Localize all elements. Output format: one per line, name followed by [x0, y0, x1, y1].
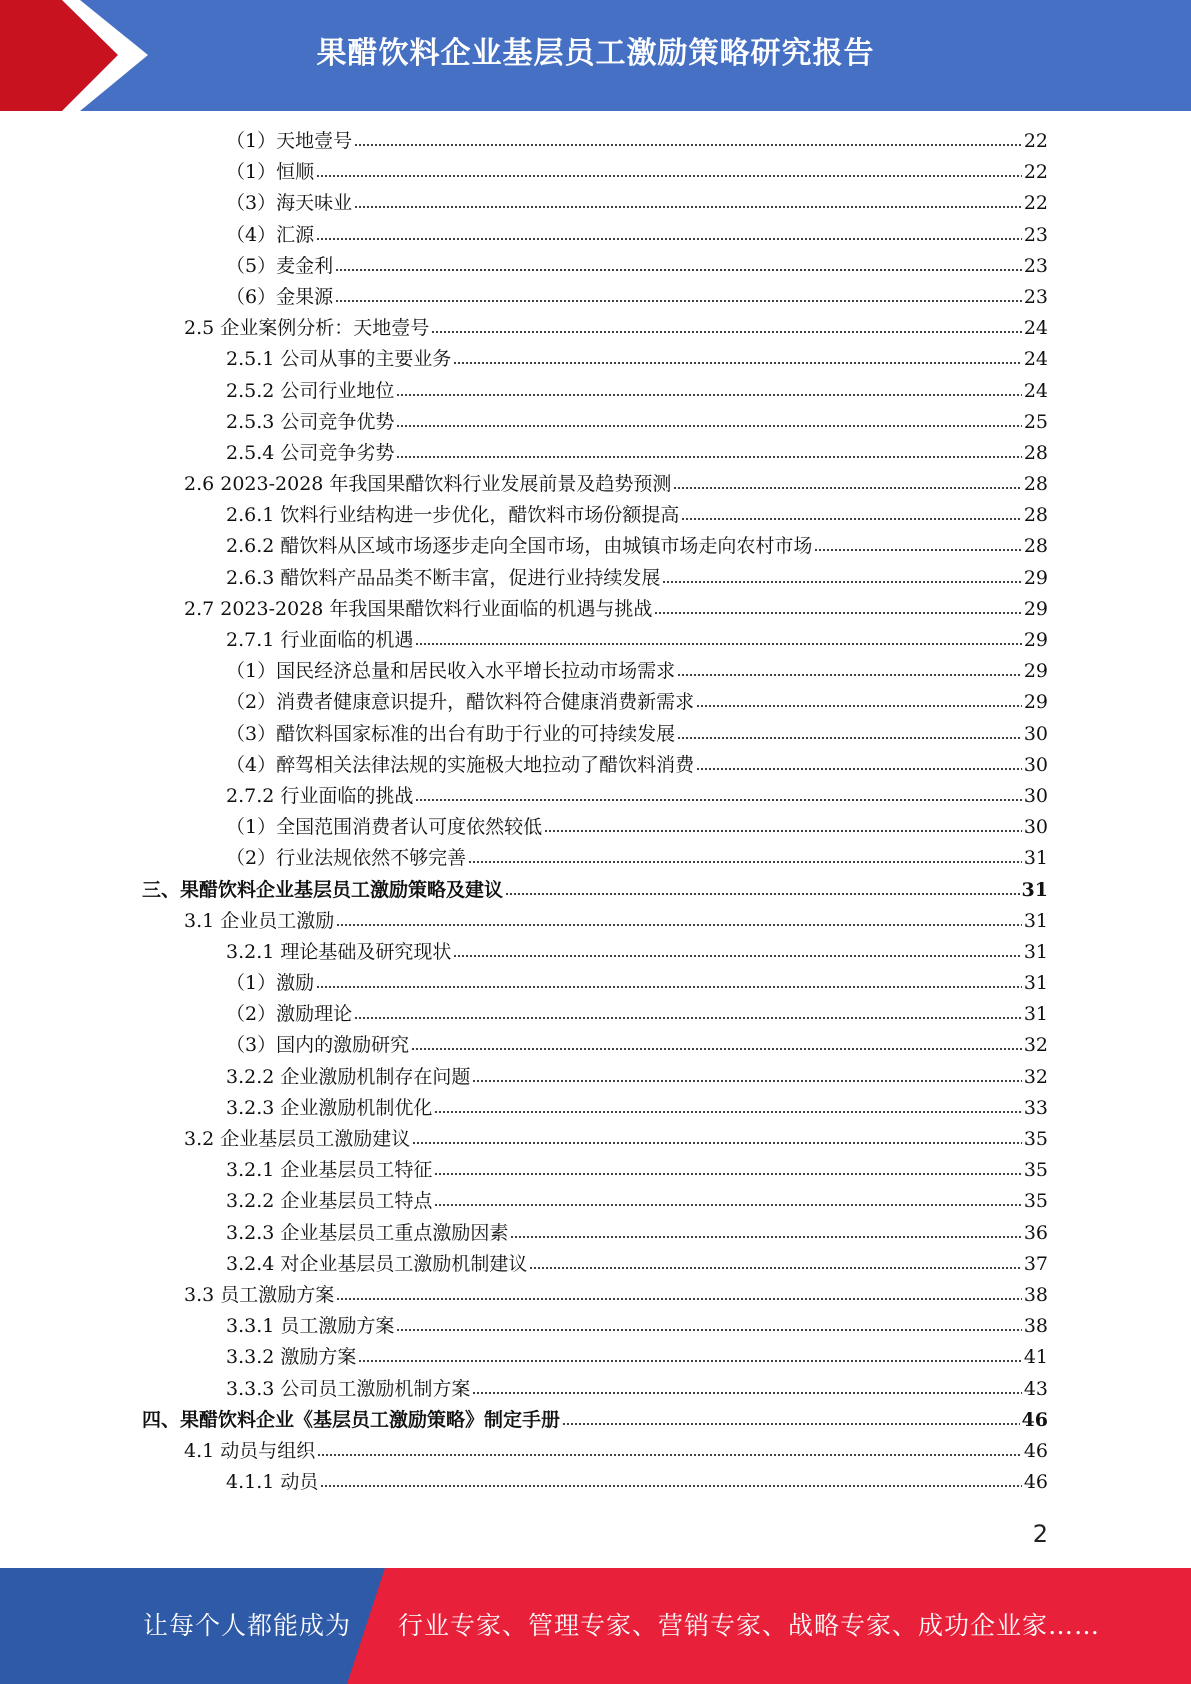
toc-entry[interactable]: [0, 1093, 1191, 1124]
toc-entry-page: 28: [1023, 504, 1048, 527]
toc-dot-leader: [544, 816, 1022, 833]
toc-entry[interactable]: [0, 376, 1191, 407]
toc-entry-page: 28: [1023, 535, 1048, 558]
toc-entry-title: 3.2.3 企业激励机制优化: [226, 1096, 433, 1119]
toc-dot-leader: [335, 286, 1022, 303]
toc-entry-title: 2.5.4 公司竞争劣势: [226, 441, 395, 464]
toc-dot-leader: [396, 442, 1021, 459]
toc-dot-leader: [320, 1471, 1021, 1488]
toc-dot-leader: [358, 1346, 1021, 1363]
toc-entry[interactable]: [0, 875, 1191, 906]
toc-dot-leader: [354, 192, 1022, 209]
toc-entry-title: （1）国民经济总量和居民收入水平增长拉动市场需求: [226, 660, 676, 683]
toc-entry[interactable]: [0, 1374, 1191, 1405]
toc-entry[interactable]: [0, 968, 1191, 999]
toc-entry[interactable]: [0, 906, 1191, 937]
toc-entry[interactable]: [0, 812, 1191, 843]
toc-dot-leader: [415, 785, 1021, 802]
toc-entry-title: 3.2.2 企业激励机制存在问题: [226, 1065, 471, 1088]
toc-entry[interactable]: [0, 188, 1191, 219]
toc-entry-page: 35: [1023, 1190, 1048, 1213]
toc-entry-page: 46: [1021, 1408, 1048, 1431]
page-number: 2: [1032, 1520, 1048, 1548]
toc-entry-page: 36: [1023, 1221, 1048, 1244]
toc-dot-leader: [654, 598, 1021, 615]
toc-dot-leader: [696, 691, 1022, 708]
toc-entry-page: 31: [1023, 972, 1048, 995]
toc-entry-title: 3.2.4 对企业基层员工激励机制建议: [226, 1252, 528, 1275]
toc-entry-page: 38: [1023, 1283, 1048, 1306]
toc-entry-page: 37: [1023, 1252, 1048, 1275]
toc-dot-leader: [434, 1159, 1021, 1176]
toc-dot-leader: [316, 223, 1022, 240]
toc-entry[interactable]: [0, 1311, 1191, 1342]
toc-entry-page: 46: [1023, 1471, 1048, 1494]
toc-entry-title: 3.2 企业基层员工激励建议: [184, 1128, 411, 1150]
toc-entry-page: 31: [1023, 847, 1048, 870]
toc-entry-title: （1）激励: [226, 972, 315, 995]
toc-entry-title: （5）麦金利: [226, 254, 334, 277]
toc-entry-page: 28: [1023, 473, 1048, 496]
toc-entry[interactable]: [0, 1436, 1191, 1467]
toc-dot-leader: [453, 348, 1021, 365]
toc-entry[interactable]: [0, 251, 1191, 282]
toc-entry[interactable]: [0, 1062, 1191, 1093]
toc-entry-title: （3）海天味业: [226, 192, 353, 215]
toc-dot-leader: [415, 629, 1021, 646]
toc-entry[interactable]: [0, 344, 1191, 375]
toc-entry-title: 3.2.1 企业基层员工特征: [226, 1159, 433, 1182]
toc-entry-title: （2）激励理论: [226, 1003, 353, 1026]
toc-dot-leader: [431, 317, 1022, 334]
toc-entry-page: 35: [1023, 1128, 1048, 1150]
toc-entry-page: 31: [1023, 940, 1048, 963]
toc-entry-page: 24: [1023, 317, 1048, 340]
toc-entry[interactable]: [0, 1249, 1191, 1280]
toc-entry-title: 2.5.1 公司从事的主要业务: [226, 348, 452, 371]
toc-entry[interactable]: [0, 625, 1191, 656]
toc-entry-page: 41: [1023, 1346, 1048, 1369]
toc-entry-title: 4.1 动员与组织: [184, 1439, 316, 1462]
toc-entry-title: （2）行业法规依然不够完善: [226, 847, 467, 870]
toc-entry-page: 31: [1023, 909, 1048, 932]
toc-entry-title: 4.1.1 动员: [226, 1471, 319, 1494]
toc-entry[interactable]: [0, 1155, 1191, 1186]
toc-dot-leader: [696, 754, 1022, 771]
toc-dot-leader: [677, 722, 1022, 739]
toc-entry-title: 2.7.1 行业面临的机遇: [226, 629, 414, 651]
toc-entry-title: 3.3.3 公司员工激励机制方案: [226, 1377, 471, 1400]
table-of-contents: [0, 126, 1191, 1498]
toc-entry-title: （3）国内的激励研究: [226, 1034, 410, 1057]
toc-entry-title: （3）醋饮料国家标准的出台有助于行业的可持续发展: [226, 722, 676, 745]
toc-dot-leader: [316, 161, 1022, 178]
toc-entry[interactable]: [0, 531, 1191, 562]
toc-dot-leader: [472, 1066, 1021, 1083]
toc-entry[interactable]: [0, 126, 1191, 157]
report-title: 果醋饮料企业基层员工激励策略研究报告: [316, 36, 875, 71]
toc-entry-title: （6）金果源: [226, 285, 334, 308]
toc-dot-leader: [396, 411, 1021, 428]
toc-entry[interactable]: [0, 1218, 1191, 1249]
toc-entry-page: 23: [1023, 223, 1048, 246]
footer-slogan-left: 让每个人都能成为: [143, 1611, 352, 1640]
toc-entry[interactable]: [0, 313, 1191, 344]
toc-entry[interactable]: [0, 1030, 1191, 1061]
toc-entry-title: （4）醉驾相关法律法规的实施极大地拉动了醋饮料消费: [226, 753, 695, 776]
toc-entry-title: 3.1 企业员工激励: [184, 909, 335, 932]
toc-entry-page: 31: [1021, 878, 1048, 901]
toc-entry-title: 3.2.2 企业基层员工特点: [226, 1190, 433, 1213]
toc-dot-leader: [662, 567, 1021, 584]
toc-dot-leader: [681, 504, 1021, 521]
toc-dot-leader: [411, 1034, 1022, 1051]
toc-dot-leader: [510, 1221, 1021, 1238]
toc-entry-page: 29: [1023, 691, 1048, 714]
toc-entry[interactable]: [0, 438, 1191, 469]
toc-dot-leader: [354, 130, 1022, 147]
toc-entry[interactable]: [0, 407, 1191, 438]
toc-entry-title: 2.6.2 醋饮料从区域市场逐步走向全国市场，由城镇市场走向农村市场: [226, 535, 813, 558]
toc-entry-title: 2.5 企业案例分析：天地壹号: [184, 317, 430, 340]
toc-entry-page: 46: [1023, 1439, 1048, 1462]
toc-entry-page: 28: [1023, 441, 1048, 464]
toc-entry-page: 22: [1023, 192, 1048, 215]
toc-entry-page: 25: [1023, 410, 1048, 433]
toc-dot-leader: [396, 1315, 1021, 1332]
toc-dot-leader: [335, 255, 1022, 272]
toc-dot-leader: [505, 878, 1020, 895]
toc-entry-page: 30: [1023, 784, 1048, 807]
toc-entry-title: 2.6.3 醋饮料产品品类不断丰富，促进行业持续发展: [226, 566, 661, 589]
toc-entry-title: 2.7 2023-2028 年我国果醋饮料行业面临的机遇与挑战: [184, 597, 653, 620]
toc-entry-title: 3.3.1 员工激励方案: [226, 1315, 395, 1338]
page-header: [0, 0, 1191, 111]
toc-entry-title: 四、果醋饮料企业《基层员工激励策略》制定手册: [142, 1408, 561, 1431]
toc-entry[interactable]: [0, 999, 1191, 1030]
toc-entry-title: 2.5.3 公司竞争优势: [226, 410, 395, 433]
toc-entry[interactable]: [0, 1280, 1191, 1311]
toc-entry[interactable]: [0, 719, 1191, 750]
toc-dot-leader: [336, 910, 1022, 927]
toc-entry-page: 30: [1023, 816, 1048, 839]
toc-entry-title: （4）汇源: [226, 223, 315, 246]
toc-entry[interactable]: [0, 1342, 1191, 1373]
toc-entry[interactable]: [0, 500, 1191, 531]
toc-entry-page: 33: [1023, 1096, 1048, 1119]
page-footer: [0, 1568, 1191, 1684]
toc-entry-page: 32: [1023, 1065, 1048, 1088]
toc-entry[interactable]: [0, 469, 1191, 500]
toc-dot-leader: [453, 941, 1021, 958]
toc-entry-page: 29: [1023, 566, 1048, 589]
toc-entry-page: 29: [1023, 660, 1048, 683]
toc-entry-title: 3.3 员工激励方案: [184, 1283, 335, 1306]
toc-entry-page: 23: [1023, 285, 1048, 308]
toc-entry[interactable]: [0, 1124, 1191, 1155]
toc-entry-page: 29: [1023, 629, 1048, 651]
toc-entry-page: 30: [1023, 722, 1048, 745]
toc-entry-title: 3.3.2 激励方案: [226, 1346, 357, 1369]
toc-entry-title: 2.7.2 行业面临的挑战: [226, 784, 414, 807]
toc-dot-leader: [316, 972, 1022, 989]
toc-dot-leader: [434, 1190, 1021, 1207]
toc-entry-page: 35: [1023, 1159, 1048, 1182]
toc-entry-title: 三、果醋饮料企业基层员工激励策略及建议: [142, 878, 504, 901]
toc-entry[interactable]: [0, 1186, 1191, 1217]
toc-entry[interactable]: [0, 594, 1191, 625]
toc-entry-page: 22: [1023, 130, 1048, 152]
toc-entry-page: 32: [1023, 1034, 1048, 1057]
toc-dot-leader: [468, 847, 1022, 864]
toc-entry[interactable]: [0, 843, 1191, 874]
toc-entry[interactable]: [0, 282, 1191, 313]
toc-entry-page: 24: [1023, 379, 1048, 402]
toc-entry-title: 3.2.1 理论基础及研究现状: [226, 940, 452, 963]
toc-dot-leader: [673, 473, 1021, 490]
toc-entry-page: 30: [1023, 753, 1048, 776]
toc-entry-title: 2.6 2023-2028 年我国果醋饮料行业发展前景及趋势预测: [184, 473, 672, 496]
toc-dot-leader: [472, 1377, 1021, 1394]
toc-entry[interactable]: [0, 157, 1191, 188]
toc-entry-page: 31: [1023, 1003, 1048, 1026]
toc-entry-title: 2.5.2 公司行业地位: [226, 379, 395, 402]
toc-entry-title: （1）天地壹号: [226, 130, 353, 152]
toc-dot-leader: [814, 535, 1021, 552]
toc-entry[interactable]: [0, 687, 1191, 718]
toc-entry-title: （1）全国范围消费者认可度依然较低: [226, 816, 543, 839]
toc-entry-title: 2.6.1 饮料行业结构进一步优化，醋饮料市场份额提高: [226, 504, 680, 527]
toc-entry[interactable]: [0, 220, 1191, 251]
toc-entry[interactable]: [0, 563, 1191, 594]
toc-dot-leader: [562, 1409, 1020, 1426]
toc-entry-page: 38: [1023, 1315, 1048, 1338]
toc-dot-leader: [529, 1253, 1021, 1270]
toc-dot-leader: [396, 379, 1021, 396]
toc-entry-page: 22: [1023, 161, 1048, 184]
toc-dot-leader: [336, 1284, 1022, 1301]
toc-entry-page: 43: [1023, 1377, 1048, 1400]
toc-entry-page: 24: [1023, 348, 1048, 371]
toc-entry[interactable]: [0, 781, 1191, 812]
toc-dot-leader: [317, 1440, 1022, 1457]
toc-entry-title: （2）消费者健康意识提升，醋饮料符合健康消费新需求: [226, 691, 695, 714]
toc-entry-page: 23: [1023, 254, 1048, 277]
toc-entry-page: 29: [1023, 597, 1048, 620]
toc-entry[interactable]: [0, 1467, 1191, 1498]
toc-entry[interactable]: [0, 656, 1191, 687]
toc-entry-title: 3.2.3 企业基层员工重点激励因素: [226, 1221, 509, 1244]
footer-slogan-right: 行业专家、管理专家、营销专家、战略专家、成功企业家……: [398, 1611, 1101, 1640]
toc-entry[interactable]: [0, 937, 1191, 968]
toc-dot-leader: [677, 660, 1022, 677]
toc-dot-leader: [354, 1003, 1022, 1020]
toc-entry-title: （1）恒顺: [226, 161, 315, 184]
toc-entry[interactable]: [0, 1405, 1191, 1436]
toc-dot-leader: [412, 1128, 1022, 1145]
toc-entry[interactable]: [0, 750, 1191, 781]
toc-dot-leader: [434, 1097, 1021, 1114]
